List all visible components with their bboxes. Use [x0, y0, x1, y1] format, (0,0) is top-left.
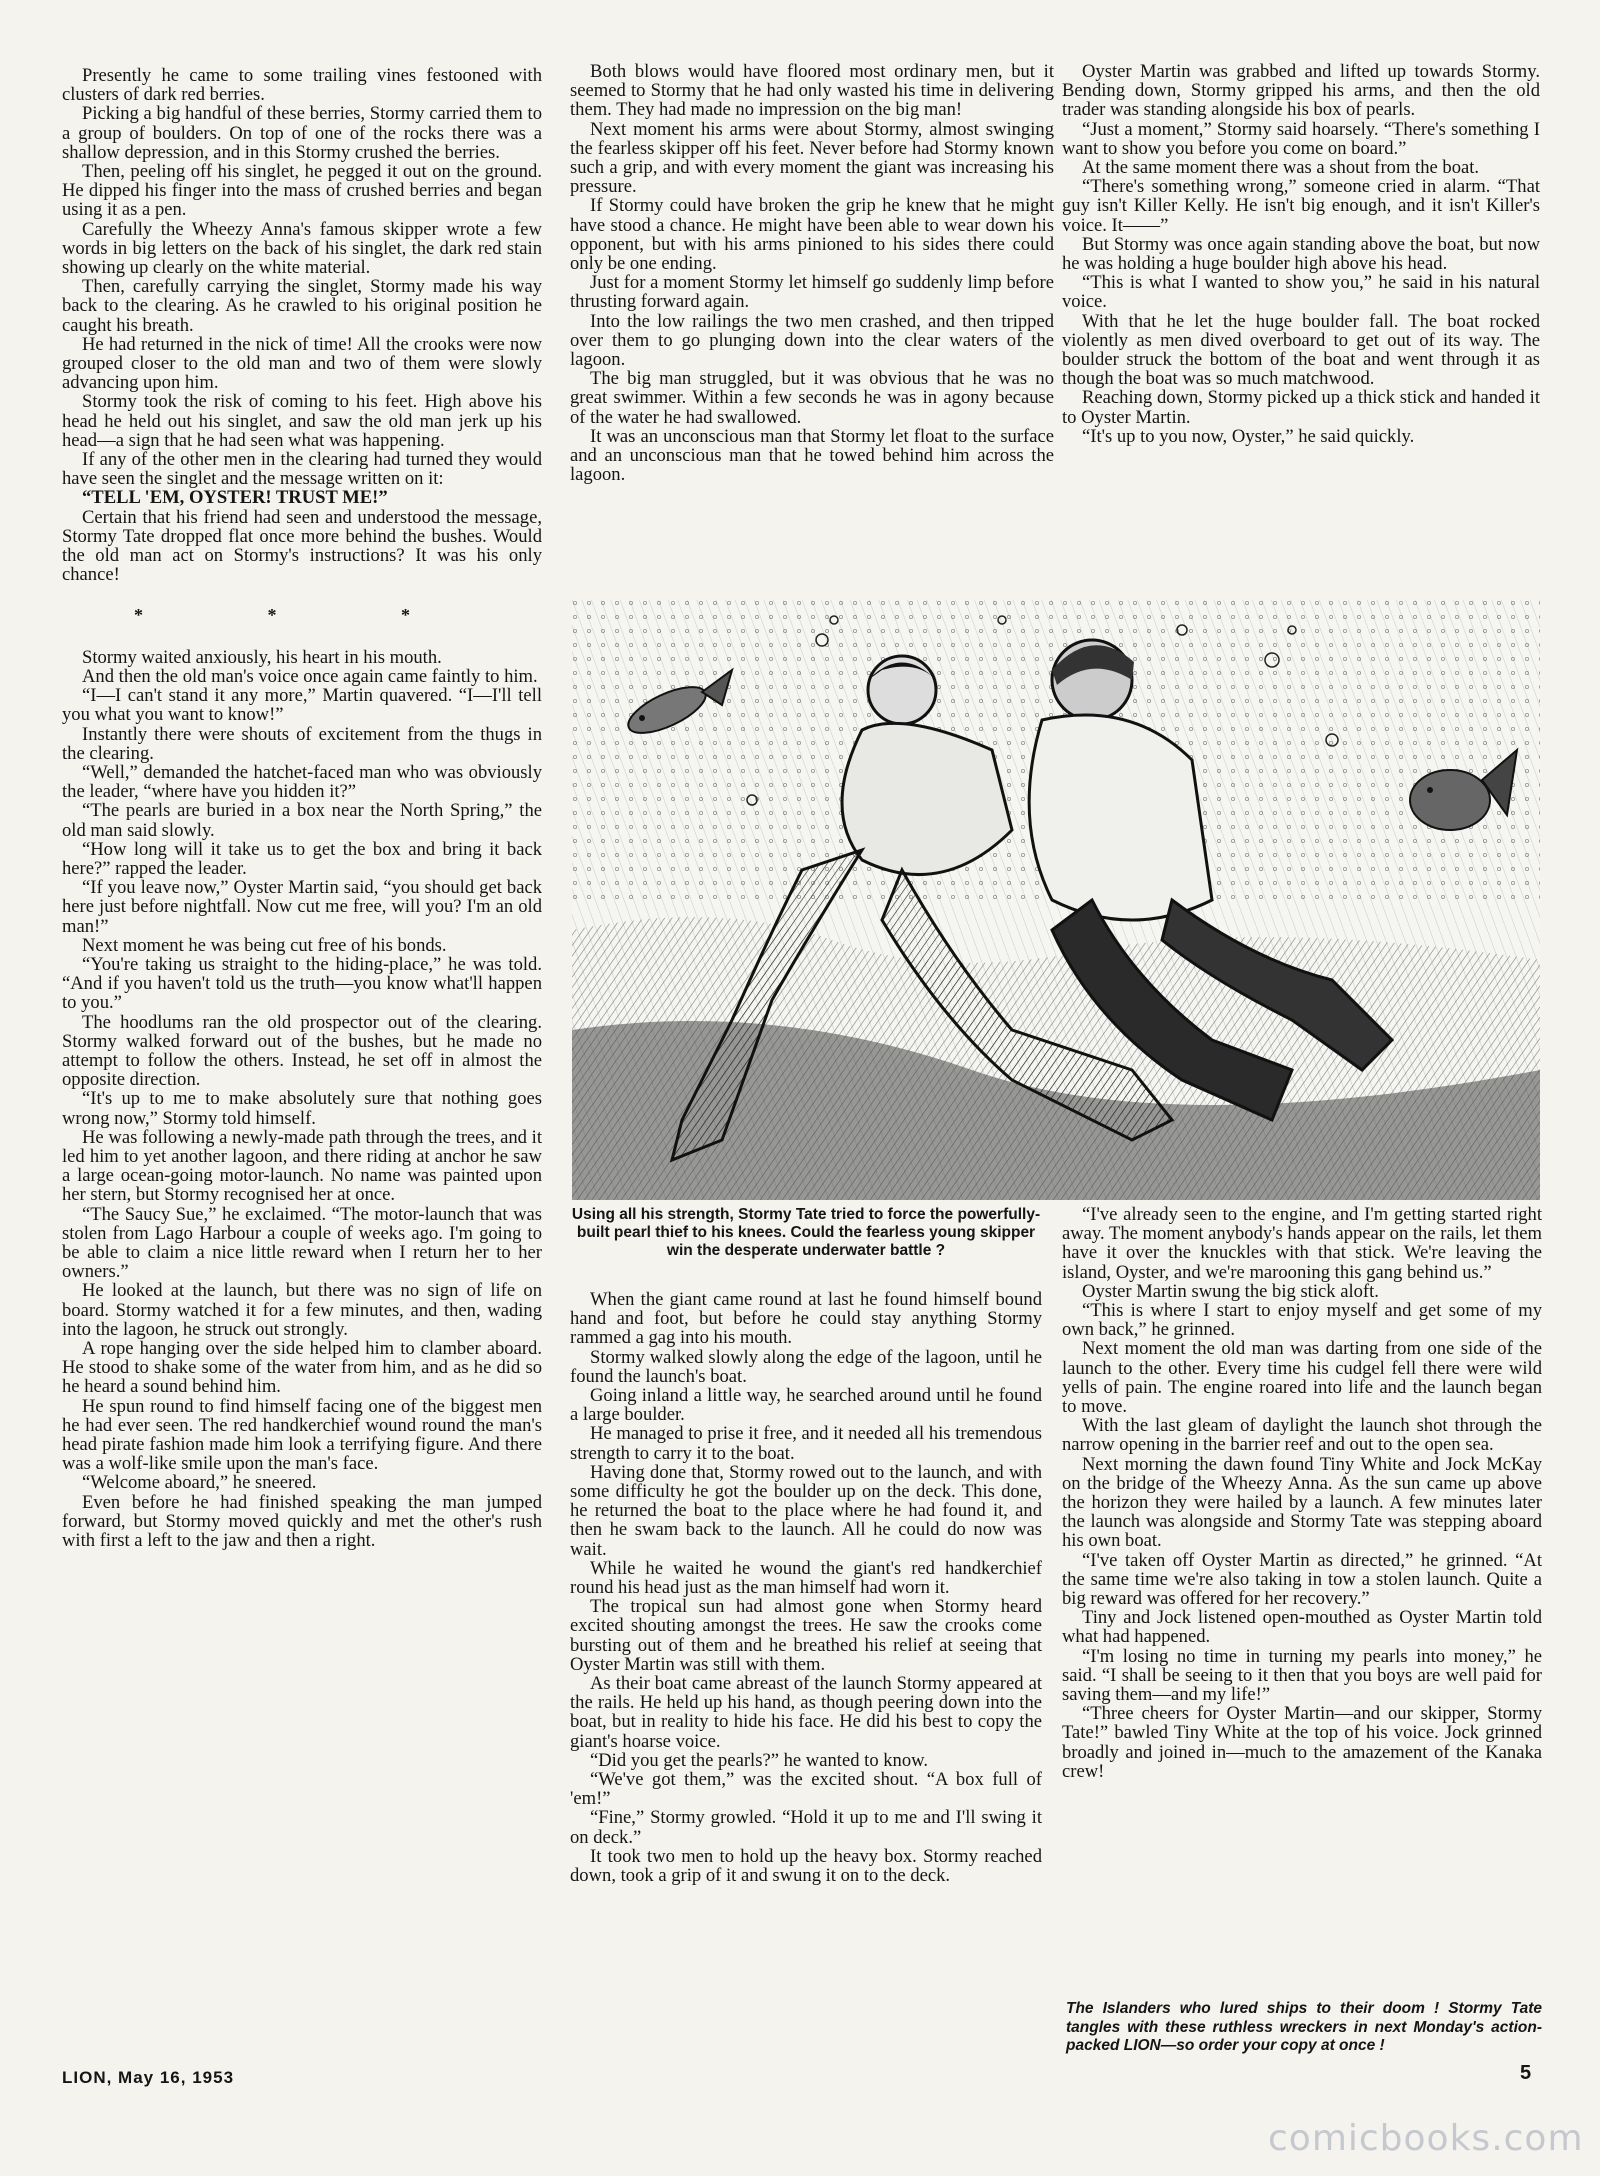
paragraph: It was an unconscious man that Stormy let float to the surface and an unconscious man that he towed behind him across the lagoon.: [570, 425, 1054, 486]
paragraph: “I've taken off Oyster Martin as directed,” he grinned. “At the same time we're also taking in tow a stolen launch. Quite a big reward was offered for her recovery.”: [1062, 1549, 1542, 1610]
text-column-middle-top: [570, 62, 1054, 582]
paragraph: With that he let the huge boulder fall. The boat rocked violently as men dived overboard to get out of its way. The boulder struck the bottom of the boat and went through it as though the boat was so much matchwood.: [1062, 310, 1540, 390]
paragraph: Picking a big handful of these berries, Stormy carried them to a group of boulders. On top of one of the rocks there was a shallow depression, and in this Stormy crushed the berries.: [62, 103, 542, 163]
paragraph: Having done that, Stormy rowed out to the launch, and with some difficulty he got the boulder up on the deck. This done, he returned the boat to the place where he had found it, and then he swam back to the launch. All he could do now was wait.: [570, 1461, 1042, 1560]
paragraph: “I'm losing no time in turning my pearls into money,” he said. “I shall be seeing to it then that you boys are well paid for saving them—and my life!”: [1062, 1645, 1542, 1706]
paragraph: “If you leave now,” Oyster Martin said, “you should get back here just before nightfall. Now cut me free, will you? I'm an old man!”: [62, 877, 542, 937]
paragraph: Instantly there were shouts of excitement from the thugs in the clearing.: [62, 723, 542, 764]
paragraph: Into the low railings the two men crashed, and then tripped over them to go plunging down into the clear waters of the lagoon.: [570, 310, 1054, 371]
paragraph: And then the old man's voice once again came faintly to him.: [82, 665, 538, 687]
paragraph: Stormy walked slowly along the edge of the lagoon, until he found the launch's boat.: [570, 1346, 1042, 1387]
paragraph: “We've got them,” was the excited shout. “A box full of 'em!”: [570, 1769, 1042, 1810]
paragraph: “This is what I wanted to show you,” he said in his natural voice.: [1062, 272, 1540, 313]
paragraph: He had returned in the nick of time! All the crooks were now grouped closer to the old man and two of them were slowly advancing upon him.: [62, 333, 542, 394]
paragraph: Next moment his arms were about Stormy, almost swinging the fearless skipper off his feet. Never before had Stormy known such a grip, and with every moment the giant was increasing his pressure.: [570, 118, 1054, 198]
paragraph: Just for a moment Stormy let himself go suddenly limp before thrusting forward again.: [570, 272, 1054, 313]
paragraph: Oyster Martin was grabbed and lifted up towards Stormy. Bending down, Stormy gripped his arms, and then the old trader was standing alongside his box of pearls.: [1062, 62, 1540, 121]
paragraph: “Fine,” Stormy growled. “Hold it up to me and I'll swing it on deck.”: [570, 1807, 1042, 1848]
paragraph: “I—I can't stand it any more,” Martin quavered. “I—I'll tell you what you want to know!”: [62, 685, 542, 726]
underwater-fight-illustration: [572, 600, 1540, 1200]
paragraph: The tropical sun had almost gone when Stormy heard excited shouting amongst the trees. He saw the crooks come bursting out of them and he breathed his relief at seeing that Oyster Martin was still with them.: [570, 1596, 1042, 1675]
paragraph: Stormy took the risk of coming to his feet. High above his head he held out his singlet, and saw the old man jerk up his head—a sign that he had seen what was happening.: [62, 391, 542, 451]
paragraph: “Did you get the pearls?” he wanted to know.: [590, 1749, 929, 1771]
paragraph: “This is where I start to enjoy myself and get some of my own back,” he grinned.: [1062, 1300, 1542, 1341]
paragraph: “The Saucy Sue,” he exclaimed. “The motor-launch that was stolen from Lago Harbour a couple of weeks ago. I'm going to be able to claim a nice little reward when I return her to her owners.”: [62, 1203, 542, 1283]
paragraph: Oyster Martin swung the big stick aloft.: [1082, 1280, 1379, 1302]
paragraph: Carefully the Wheezy Anna's famous skipper wrote a few words in big letters on the back of his singlet, the dark red stain showing up clearly on the white material.: [62, 218, 542, 279]
paragraph: “Welcome aboard,” he sneered.: [82, 1472, 317, 1494]
paragraph: Stormy waited anxiously, his heart in his mouth.: [82, 646, 442, 668]
paragraph: “There's something wrong,” someone cried in alarm. “That guy isn't Killer Kelly. He isn't big enough, and it isn't Killer's voice. It——”: [1062, 176, 1540, 236]
paragraph: He managed to prise it free, and it needed all his tremendous strength to carry it to the boat.: [570, 1423, 1042, 1464]
paragraph: “You're taking us straight to the hiding-place,” he was told. “And if you haven't told us the truth—you know what'll happen to you.”: [62, 953, 542, 1014]
paragraph: Even before he had finished speaking the man jumped forward, but Stormy moved quickly and met the other's rush with first a left to the jaw and then a right.: [62, 1491, 542, 1552]
paragraph: A rope hanging over the side helped him to clamber aboard. He stood to shake some of the water from him, and as he did so he heard a sound behind him.: [62, 1338, 542, 1398]
paragraph: Certain that his friend had seen and understood the message, Stormy Tate dropped flat once more behind the bushes. Would the old man act on Stormy's instructions? It was his only chance!: [62, 506, 542, 586]
paragraph: “I've already seen to the engine, and I'm getting started right away. The moment anybody's hands appear on the rails, let them have it over the knuckles with that stick. We're leaving the island, Oyster, and we're marooning this gang behind us.”: [1062, 1205, 1542, 1283]
paragraph: “How long will it take us to get the box and bring it back here?” rapped the leader.: [62, 838, 542, 879]
paragraph: “It's up to me to make absolutely sure that nothing goes wrong now,” Stormy told himself.: [62, 1088, 542, 1129]
paragraph: He looked at the launch, but there was no sign of life on board. Stormy watched it for a few minutes, and then, wading into the lagoon, he struck out strongly.: [62, 1280, 542, 1340]
text-column-middle-bottom: [570, 1290, 1042, 2070]
paragraph: Then, carefully carrying the singlet, Stormy made his way back to the clearing. As he crawled to his original position he caught his breath.: [62, 276, 542, 336]
paragraph: With the last gleam of daylight the launch shot through the narrow opening in the barrier reef and out to the open sea.: [1062, 1415, 1542, 1456]
paragraph: “Three cheers for Oyster Martin—and our skipper, Stormy Tate!” bawled Tiny White at the top of his voice. Jock grinned broadly and joined in—much to the amazement of the Kanaka crew!: [1062, 1703, 1542, 1782]
text-column-right-top: [1062, 62, 1540, 582]
paragraph: Reaching down, Stormy picked up a thick stick and handed it to Oyster Martin.: [1062, 387, 1540, 428]
paragraph: He was following a newly-made path through the trees, and it led him to yet another lagoon, and there riding at anchor he saw a large ocean-going motor-launch. No name was painted upon her stern, but Stormy recognised her at once.: [62, 1126, 542, 1206]
section-separator: * * *: [134, 605, 470, 626]
publication-footer: LION, May 16, 1953: [62, 2068, 235, 2087]
paragraph: He spun round to find himself facing one of the biggest men he had ever seen. The red handkerchief wound round the man's head pirate fashion made him look a terrifying figure. And there was a wolf-like smile upon the man's face.: [62, 1395, 542, 1475]
paragraph: But Stormy was once again standing above the boat, but now he was holding a huge boulder high above his head.: [1062, 233, 1540, 275]
paragraph: Next moment the old man was darting from one side of the launch to the other. Every time his cudgel fell there were wild yells of pain. The engine roared into life and the launch began to move.: [1062, 1338, 1542, 1418]
paragraph: At the same moment there was a shout from the boat.: [1082, 157, 1480, 179]
paragraph: Both blows would have floored most ordinary men, but it seemed to Stormy that he had only wasted his time in delivering them. They had made no impression on the big man!: [570, 62, 1054, 121]
paragraph: As their boat came abreast of the launch Stormy appeared at the rails. He held up his hand, as though peering down into the boat, but in reality to hide his face. He did his best to copy the giant's hoarse voice.: [570, 1673, 1042, 1752]
paragraph: While he waited he wound the giant's red handkerchief round his head just as the man himself had worn it.: [570, 1557, 1042, 1599]
paragraph: Next morning the dawn found Tiny White and Jock McKay on the bridge of the Wheezy Anna. As the sun came up above the horizon they were hailed by a launch. A few minutes later the launch was alongside and Stormy Tate was stepping aboard his own boat.: [1062, 1453, 1542, 1552]
illustration-caption: Using all his strength, Stormy Tate tried to force the powerfully-built pearl thief to his knees. Could the fearless young skipper win the desperate underwater battle ?: [571, 1206, 1041, 1259]
singlet-message: “TELL 'EM, OYSTER! TRUST ME!”: [82, 487, 388, 509]
paragraph: The hoodlums ran the old prospector out of the clearing. Stormy walked forward out of the bushes, but he made no attempt to follow the others. Instead, he set off in almost the opposite direction.: [62, 1011, 542, 1091]
watermark: comicbooks.com: [1268, 2118, 1584, 2159]
paragraph: If any of the other men in the clearing had turned they would have seen the singlet and the message written on it:: [62, 449, 542, 490]
paragraph: “It's up to you now, Oyster,” he said quickly.: [1082, 425, 1415, 447]
illustration-drawing: [572, 600, 1540, 1200]
paragraph: “The pearls are buried in a box near the North Spring,” the old man said slowly.: [62, 800, 542, 841]
paragraph: Then, peeling off his singlet, he pegged it out on the ground. He dipped his finger into the mass of crushed berries and began using it as a pen.: [62, 161, 542, 221]
paragraph: Presently he came to some trailing vines festooned with clusters of dark red berries.: [62, 66, 542, 106]
paragraph: Tiny and Jock listened open-mouthed as Oyster Martin told what had happened.: [1062, 1607, 1542, 1648]
paragraph: If Stormy could have broken the grip he knew that he might have stood a chance. He might have been able to wear down his opponent, but with his arms pinioned to his sides there could only be one ending.: [570, 195, 1054, 275]
paragraph: “Well,” demanded the hatchet-faced man who was obviously the leader, “where have you hidden it?”: [62, 761, 542, 803]
paragraph: “Just a moment,” Stormy said hoarsely. “There's something I want to show you before you come on board.”: [1062, 118, 1540, 159]
paragraph: The big man struggled, but it was obvious that he was no great swimmer. Within a few seconds he was in agony because of the water he had swallowed.: [570, 368, 1054, 428]
text-column-left: [62, 66, 542, 2058]
paragraph: Going inland a little way, he searched around until he found a large boulder.: [570, 1385, 1042, 1426]
next-issue-teaser: The Islanders who lured ships to their doom ! Stormy Tate tangles with these ruthless wreckers in next Monday's action-packed LION—so order your copy at once !: [1066, 2000, 1542, 2054]
page-number: 5: [1520, 2062, 1532, 2084]
paragraph: It took two men to hold up the heavy box. Stormy reached down, took a grip of it and swung it on to the deck.: [570, 1845, 1042, 1887]
text-column-right-bottom: [1062, 1205, 1542, 1995]
paragraph: When the giant came round at last he found himself bound hand and foot, but before he could stay anything Stormy rammed a gag into his mouth.: [570, 1290, 1042, 1349]
paragraph: Next moment he was being cut free of his bonds.: [82, 934, 447, 956]
